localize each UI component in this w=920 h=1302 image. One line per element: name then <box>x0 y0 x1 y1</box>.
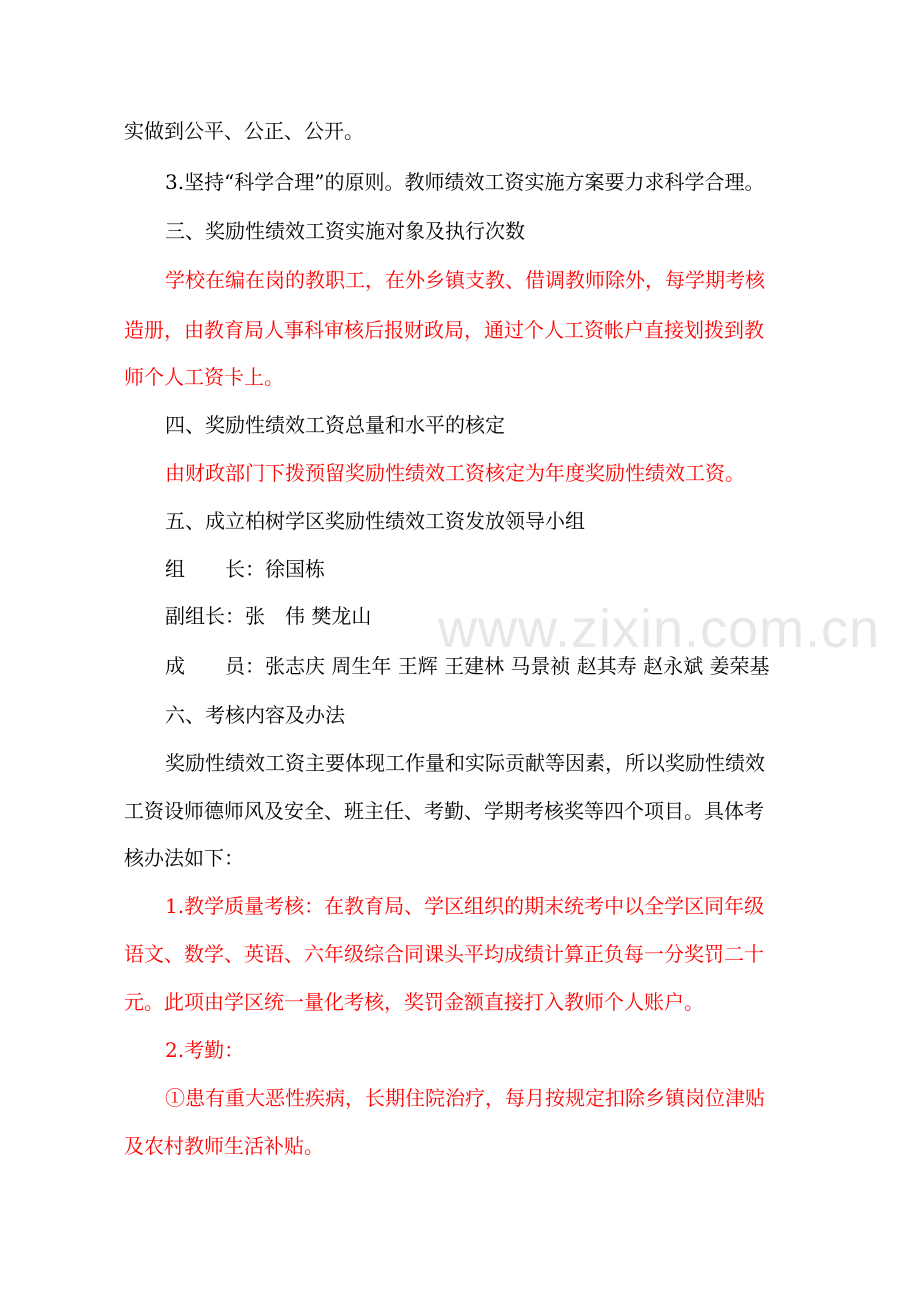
text-line: 语文、数学、英语、六年级综合同课头平均成绩计算正负每一分奖罚二十 <box>124 942 764 966</box>
watermark: www.zixin.com.cn <box>438 599 881 659</box>
text-line: 1.教学质量考核：在教育局、学区组织的期末统考中以全学区同年级 <box>165 894 765 918</box>
section-heading: 三、奖励性绩效工资实施对象及执行次数 <box>165 219 525 243</box>
text-line: 元。此项由学区统一量化考核，奖罚金额直接打入教师个人账户。 <box>124 990 704 1014</box>
text-line: 师个人工资卡上。 <box>124 365 284 389</box>
members-line: 成 员：张志庆 周生年 王辉 王建林 马景祯 赵其寿 赵永斌 姜荣基 <box>165 654 770 678</box>
section-heading: 四、奖励性绩效工资总量和水平的核定 <box>165 413 505 437</box>
text-line: 工资设师德师风及安全、班主任、考勤、学期考核奖等四个项目。具体考 <box>124 799 764 823</box>
text-line: 实做到公平、公正、公开。 <box>124 119 364 143</box>
text-line: 及农村教师生活补贴。 <box>124 1134 324 1158</box>
section-heading: 六、考核内容及办法 <box>165 703 345 727</box>
text-line: 奖励性绩效工资主要体现工作量和实际贡献等因素，所以奖励性绩效 <box>165 751 765 775</box>
text-line: 3.坚持“科学合理”的原则。教师绩效工资实施方案要力求科学合理。 <box>165 170 765 194</box>
text-line: ①患有重大恶性疾病，长期住院治疗，每月按规定扣除乡镇岗位津贴 <box>165 1086 765 1110</box>
text-line: 核办法如下： <box>124 846 244 870</box>
section-heading: 五、成立柏树学区奖励性绩效工资发放领导小组 <box>165 509 585 533</box>
text-line: 由财政部门下拨预留奖励性绩效工资核定为年度奖励性绩效工资。 <box>165 461 745 485</box>
leader-line: 组 长：徐国栋 <box>165 557 325 581</box>
text-line: 2.考勤： <box>165 1038 245 1062</box>
deputy-leader-line: 副组长：张 伟 樊龙山 <box>165 604 372 628</box>
text-line: 学校在编在岗的教职工，在外乡镇支教、借调教师除外，每学期考核 <box>165 268 765 292</box>
text-line: 造册，由教育局人事科审核后报财政局，通过个人工资帐户直接划拨到教 <box>124 318 764 342</box>
